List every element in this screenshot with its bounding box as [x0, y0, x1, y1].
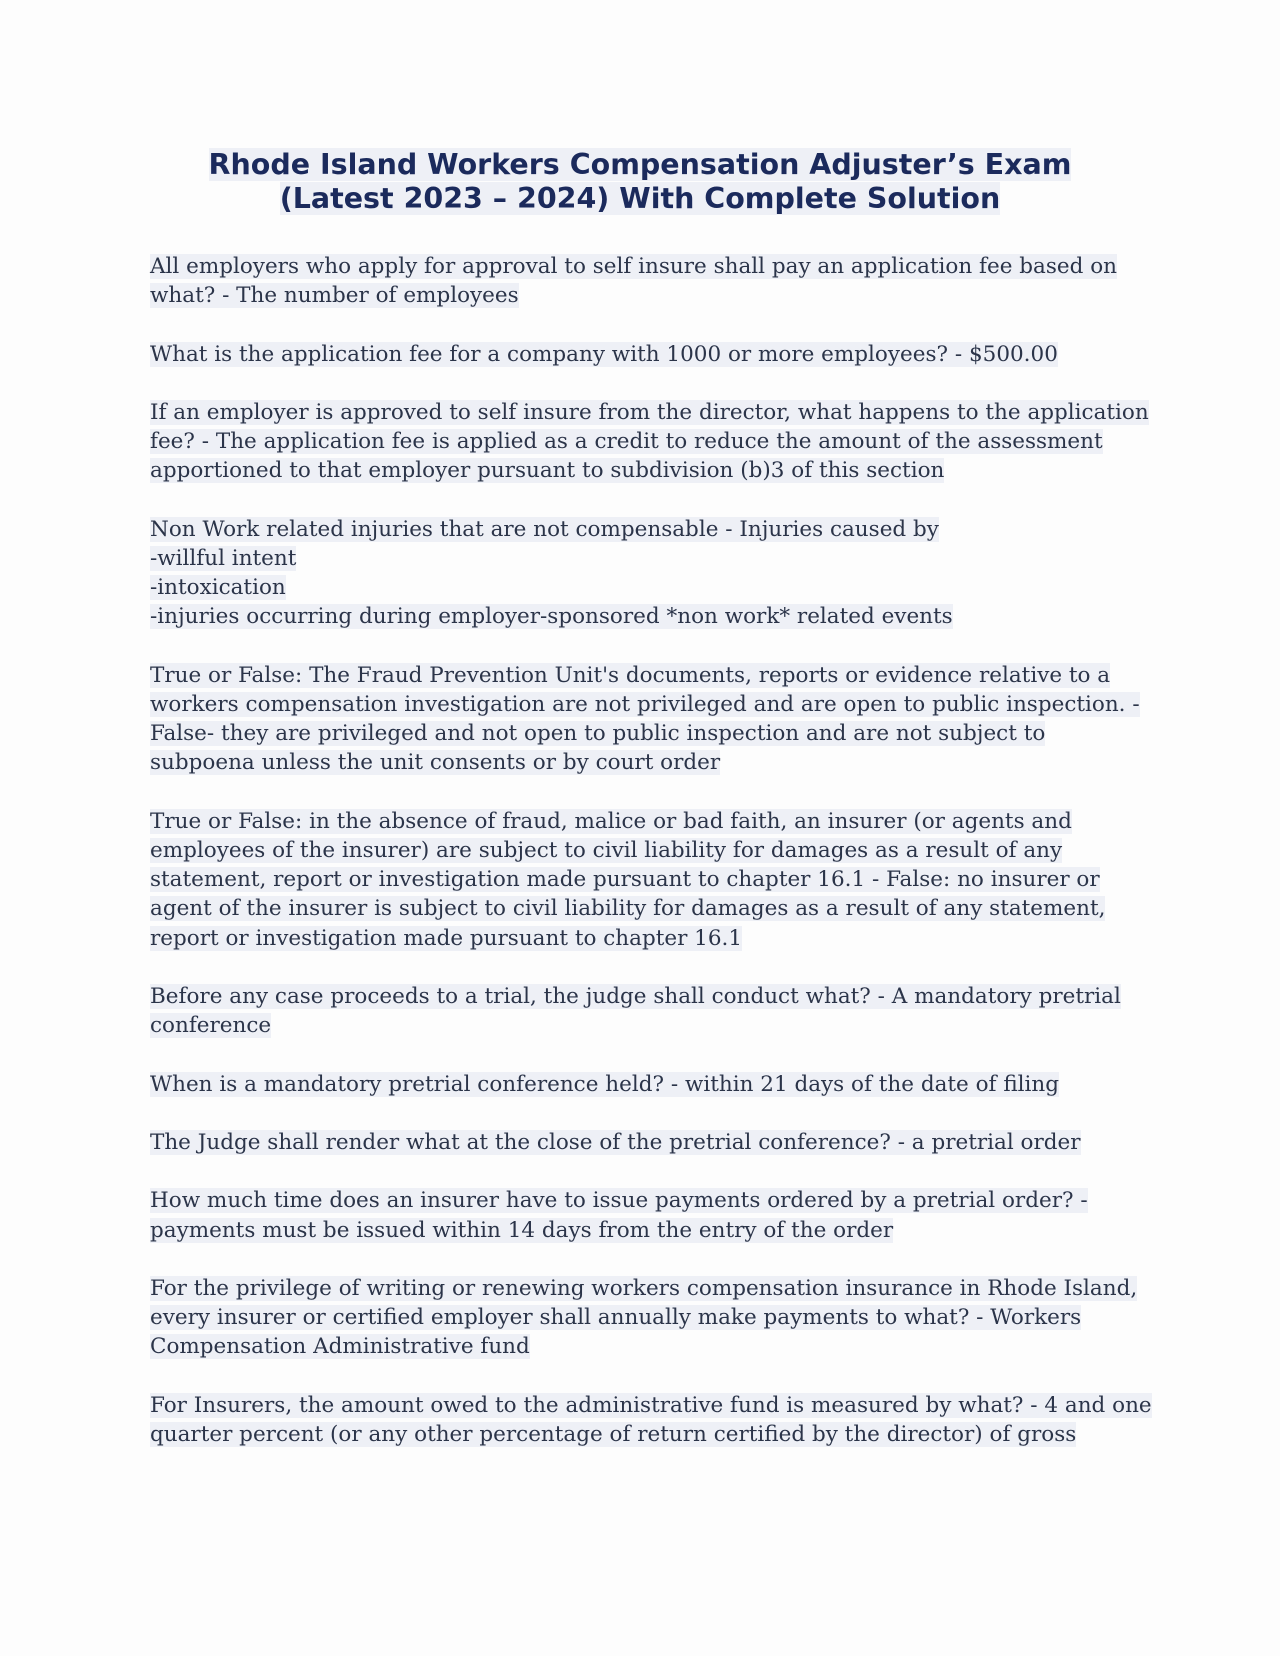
qa-line-text: For the privilege of writing or renewing workers compensation insurance in Rhode Island, [150, 1275, 1138, 1301]
qa-paragraph [150, 1274, 1140, 1362]
qa-line-text: conference [150, 1013, 272, 1039]
qa-line [150, 982, 1140, 1011]
qa-line-text: every insurer or certified employer shall annually make payments to what? - Workers [150, 1305, 1082, 1331]
qa-line [150, 515, 1140, 544]
qa-line [150, 427, 1140, 456]
qa-line [150, 924, 1140, 953]
qa-line [150, 1274, 1140, 1303]
qa-line-text: How much time does an insurer have to issue payments ordered by a pretrial order? - [150, 1188, 1088, 1214]
qa-line [150, 1420, 1140, 1449]
qa-line-text: subpoena unless the unit consents or by court order [150, 750, 721, 776]
qa-line-text: -intoxication [150, 575, 286, 601]
qa-line-text: -injuries occurring during employer-sponsored *non work* related events [150, 604, 953, 630]
qa-line [150, 252, 1140, 281]
qa-line-text: False- they are privileged and not open to public inspection and are not subject to [150, 721, 1046, 747]
qa-line [150, 1070, 1140, 1099]
qa-paragraph [150, 398, 1149, 486]
qa-line-text: Non Work related injuries that are not compensable - Injuries caused by [150, 516, 939, 542]
qa-line [150, 456, 1140, 485]
qa-line [150, 894, 1140, 923]
qa-line-text: The Judge shall render what at the close of the pretrial conference? - a pretrial order [150, 1129, 1081, 1155]
qa-line-text: True or False: in the absence of fraud, malice or bad faith, an insurer (or agents and [150, 808, 1072, 834]
qa-line-text: True or False: The Fraud Prevention Unit's documents, reports or evidence relative to a [150, 662, 1111, 688]
qa-line-text: Compensation Administrative fund [150, 1334, 530, 1360]
qa-line-text: agent of the insurer is subject to civil liability for damages as a result of any statement, [150, 896, 1106, 922]
qa-line [150, 1216, 1140, 1245]
qa-line-text: apportioned to that employer pursuant to subdivision (b)3 of this section [150, 458, 945, 484]
qa-line-text: quarter percent (or any other percentage of return certified by the director) of gross [150, 1421, 1077, 1447]
qa-paragraph [150, 1391, 1152, 1449]
qa-line [150, 748, 1140, 777]
qa-line [150, 836, 1140, 865]
qa-line-text: workers compensation investigation are not privileged and are open to public inspection. - [150, 691, 1140, 717]
qa-line-text: Before any case proceeds to a trial, the judge shall conduct what? - A mandatory pretrial [150, 983, 1121, 1009]
qa-paragraph [150, 661, 1140, 778]
document-body [150, 252, 1152, 1478]
qa-line-text: payments must be issued within 14 days from the entry of the order [150, 1217, 894, 1243]
qa-paragraph [150, 515, 1140, 632]
qa-line [150, 1186, 1140, 1215]
title-line-1: Rhode Island Workers Compensation Adjuster’s Exam [208, 148, 1072, 181]
document-title [150, 148, 1130, 216]
qa-line [150, 281, 1140, 310]
qa-line [150, 1332, 1140, 1361]
qa-line-text: For Insurers, the amount owed to the administrative fund is measured by what? - 4 and one [150, 1392, 1152, 1418]
qa-line [150, 1011, 1140, 1040]
qa-line [150, 1391, 1152, 1420]
qa-line [150, 690, 1140, 719]
qa-line-text: What is the application fee for a company with 1000 or more employees? - $500.00 [150, 341, 1058, 367]
qa-paragraph [150, 252, 1140, 310]
qa-line [150, 865, 1140, 894]
qa-line-text: what? - The number of employees [150, 283, 519, 309]
qa-line [150, 719, 1140, 748]
qa-paragraph [150, 1128, 1140, 1157]
qa-line-text: employees of the insurer) are subject to civil liability for damages as a result of any [150, 837, 1063, 863]
qa-line [150, 544, 1140, 573]
qa-line-text: If an employer is approved to self insure from the director, what happens to the application [150, 399, 1149, 425]
qa-paragraph [150, 1186, 1140, 1244]
qa-paragraph [150, 1070, 1140, 1099]
qa-line [150, 1303, 1140, 1332]
qa-line [150, 340, 1140, 369]
qa-paragraph [150, 807, 1140, 953]
title-line-2: (Latest 2023 – 2024) With Complete Solution [279, 182, 1001, 215]
qa-line [150, 573, 1140, 602]
qa-line-text: All employers who apply for approval to self insure shall pay an application fee based on [150, 254, 1117, 279]
qa-line [150, 1128, 1140, 1157]
qa-line [150, 807, 1140, 836]
qa-line-text: report or investigation made pursuant to chapter 16.1 [150, 925, 743, 951]
qa-line-text: When is a mandatory pretrial conference held? - within 21 days of the date of filing [150, 1071, 1060, 1097]
qa-line-text: fee? - The application fee is applied as a credit to reduce the amount of the assessment [150, 429, 1103, 455]
qa-paragraph [150, 982, 1140, 1040]
qa-line-text: statement, report or investigation made pursuant to chapter 16.1 - False: no insurer or [150, 867, 1100, 893]
qa-line [150, 661, 1140, 690]
qa-line [150, 602, 1140, 631]
qa-line-text: -willful intent [150, 545, 297, 571]
qa-line [150, 398, 1149, 427]
qa-paragraph [150, 340, 1140, 369]
